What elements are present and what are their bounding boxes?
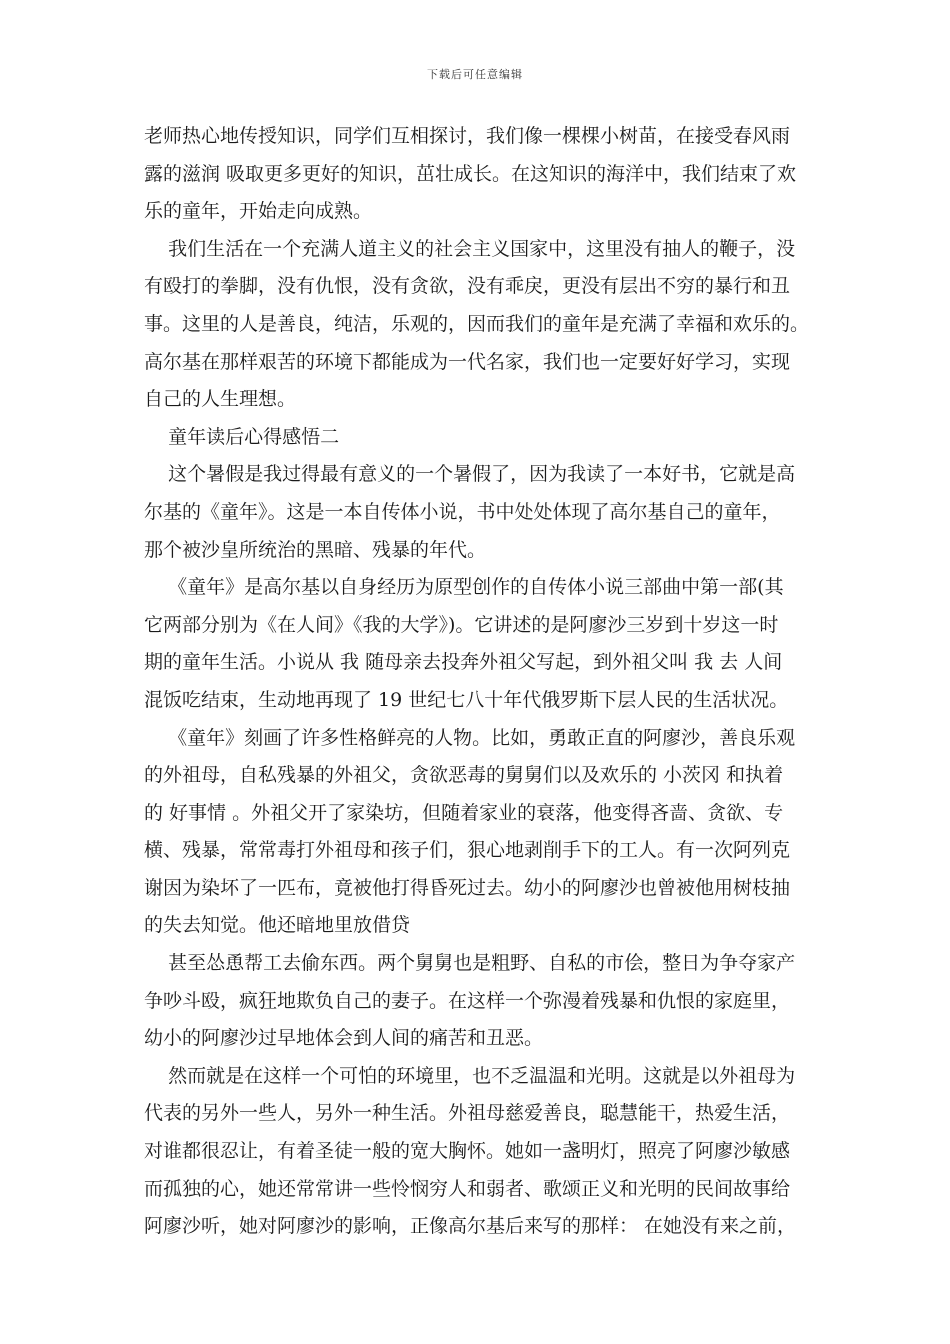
text-line: 尔基的《童年》。这是一本自传体小说，书中处处体现了高尔基自己的童年，	[144, 500, 781, 523]
text-line: 有殴打的拳脚，没有仇恨，没有贪欲，没有乖戾，更没有层出不穷的暴行和丑	[144, 275, 791, 298]
text-line: 对谁都很忍让，有着圣徒一般的宽大胸怀。她如一盏明灯，照亮了阿廖沙敏感	[144, 1140, 791, 1163]
text-line: 甚至怂恿帮工去偷东西。两个舅舅也是粗野、自私的市侩，整日为争夺家产	[144, 952, 796, 975]
text-line: 老师热心地传授知识，同学们互相探讨，我们像一棵棵小树苗，在接受春风雨	[144, 125, 791, 147]
text-line: 横、残暴，常常毒打外祖母和孩子们，狠心地剥削手下的工人。有一次阿列克	[144, 839, 791, 862]
text-line: 争吵斗殴，疯狂地欺负自己的妻子。在这样一个弥漫着残暴和仇恨的家庭里，	[144, 989, 791, 1012]
text-line: 高尔基在那样艰苦的环境下都能成为一代名家，我们也一定要好好学习，实现	[144, 350, 791, 373]
text-line: 自己的人生理想。	[144, 388, 297, 411]
page-header: 下载后可任意编辑	[427, 68, 523, 81]
text-line: 期的童年生活。小说从 我 随母亲去投奔外祖父写起，到外祖父叫 我 去 人间	[144, 651, 783, 674]
text-line: 乐的童年，开始走向成熟。	[144, 200, 373, 223]
text-line: 的失去知觉。他还暗地里放借贷	[144, 914, 411, 937]
text-line: 这个暑假是我过得最有意义的一个暑假了，因为我读了一本好书，它就是高	[144, 463, 796, 486]
text-line: 它两部分别为《在人间》《我的大学》)。它讲述的是阿廖沙三岁到十岁这一时	[144, 613, 779, 636]
text-line: 《童年》刻画了许多性格鲜亮的人物。比如，勇敢正直的阿廖沙，善良乐观	[144, 726, 796, 749]
text-line: 混饭吃结束，生动地再现了 19 世纪七八十年代俄罗斯下层人民的生活状况。	[144, 688, 789, 711]
text-line: 我们生活在一个充满人道主义的社会主义国家中，这里没有抽人的鞭子，没	[144, 237, 796, 260]
text-line: 那个被沙皇所统治的黑暗、残暴的年代。	[144, 538, 487, 561]
text-line: 然而就是在这样一个可怕的环境里，也不乏温温和光明。这就是以外祖母为	[144, 1064, 796, 1087]
text-line: 的外祖母，自私残暴的外祖父，贪欲恶毒的舅舅们以及欢乐的 小茨冈 和执着	[144, 764, 784, 787]
text-line: 《童年》是高尔基以自身经历为原型创作的自传体小说三部曲中第一部(其	[144, 576, 784, 599]
text-line: 代表的另外一些人，另外一种生活。外祖母慈爱善良，聪慧能干，热爱生活，	[144, 1102, 791, 1125]
text-line: 阿廖沙听，她对阿廖沙的影响，正像高尔基后来写的那样： 在她没有来之前，	[144, 1215, 797, 1238]
text-line: 幼小的阿廖沙过早地体会到人间的痛苦和丑恶。	[144, 1027, 544, 1050]
text-line: 露的滋润 吸取更多更好的知识，茁壮成长。在这知识的海洋中，我们结束了欢	[144, 162, 797, 185]
document-body	[144, 118, 816, 1246]
text-line: 谢因为染坏了一匹布，竟被他打得昏死过去。幼小的阿廖沙也曾被他用树枝抽	[144, 876, 791, 899]
text-line: 童年读后心得感悟二	[144, 425, 340, 448]
text-line: 而孤独的心，她还常常讲一些怜悯穷人和弱者、歌颂正义和光明的民间故事给	[144, 1177, 791, 1200]
text-line: 事。这里的人是善良，纯洁，乐观的，因而我们的童年是充满了幸福和欢乐的。	[144, 312, 810, 335]
text-line: 的 好事情 。外祖父开了家染坊，但随着家业的衰落，他变得吝啬、贪欲、专	[144, 801, 784, 824]
